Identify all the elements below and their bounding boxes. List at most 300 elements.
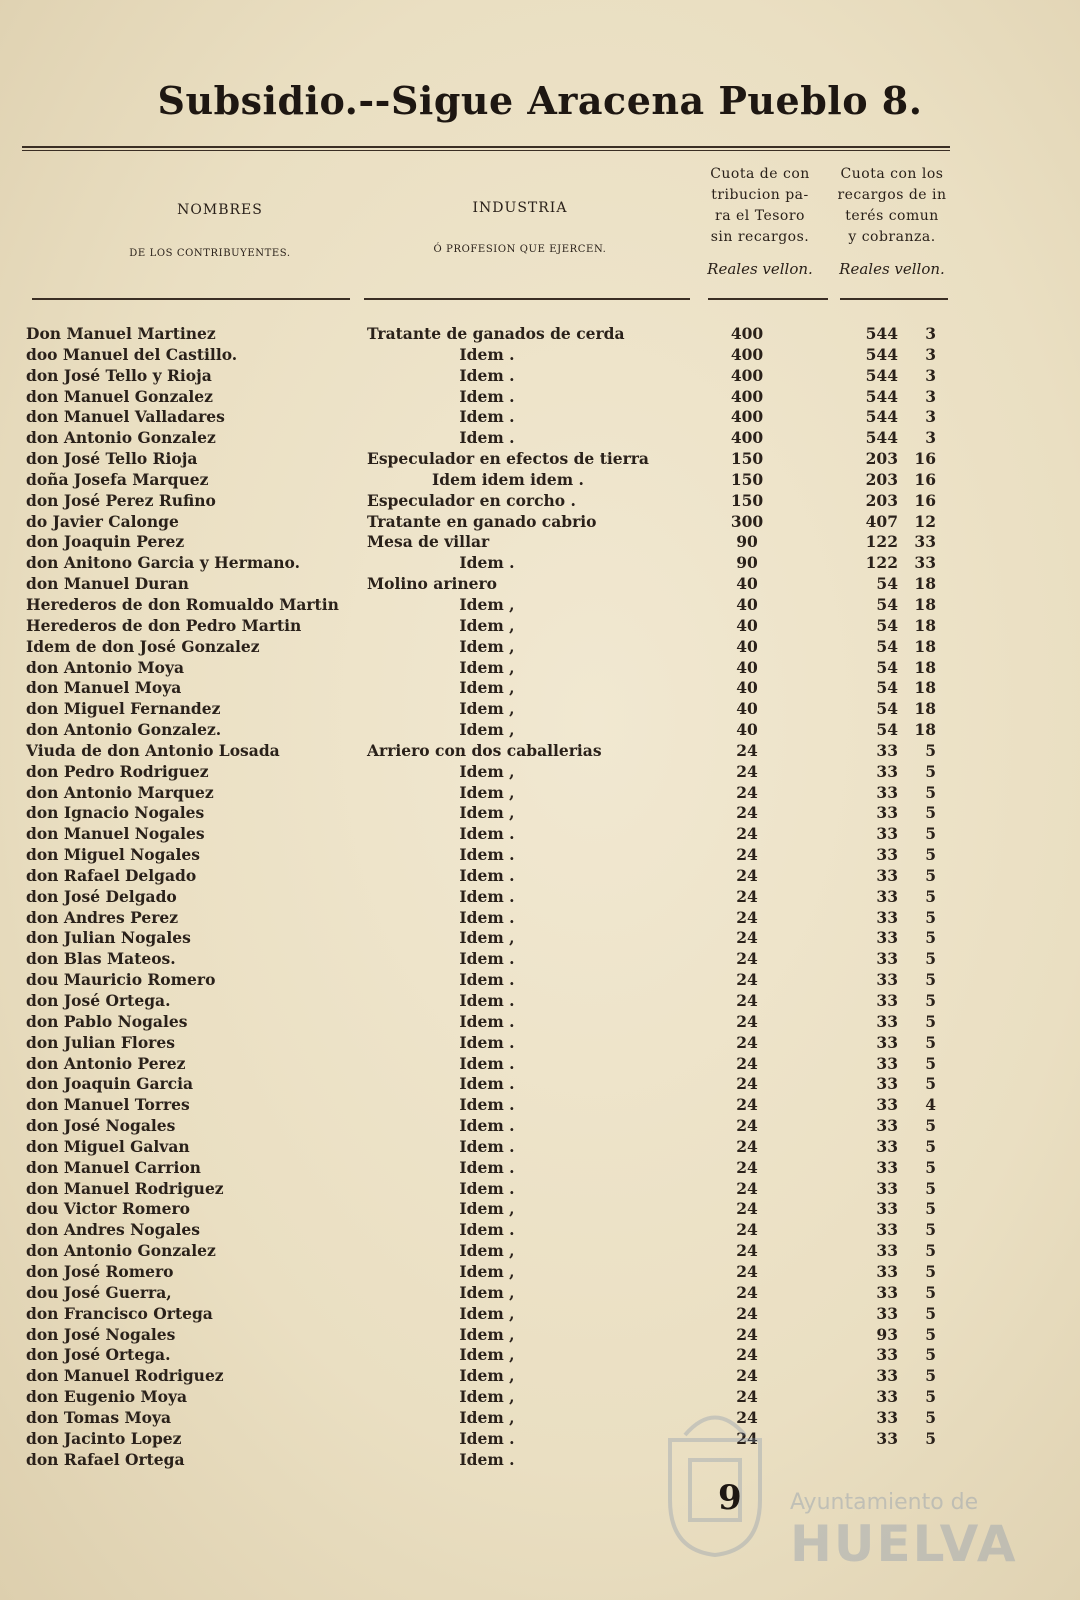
quota-treasury-cell: 40 xyxy=(736,678,758,698)
table-row xyxy=(0,387,1080,408)
quota-surcharge-fraction: 5 xyxy=(925,1366,936,1386)
quota-treasury-cell: 24 xyxy=(736,1428,758,1448)
table-row xyxy=(0,345,1080,366)
quota-surcharge-fraction: 5 xyxy=(925,886,936,906)
quota-surcharge-fraction: 5 xyxy=(925,1324,936,1344)
header-names: NOMBRES xyxy=(177,202,263,218)
quota-surcharges-line: Cuota con los xyxy=(840,166,944,182)
contributor-name: don José Nogales xyxy=(26,1324,176,1344)
header-rule-names xyxy=(32,298,350,300)
quota-treasury-cell: 40 xyxy=(736,657,758,677)
header-quota-treasury-unit: Reales vellon. xyxy=(707,260,813,278)
table-row xyxy=(0,1095,1080,1116)
quota-treasury-cell: 400 xyxy=(730,324,764,343)
quota-surcharge-reales: 122 xyxy=(865,553,898,573)
quota-surcharge-reales: 33 xyxy=(876,740,898,760)
industry-cell: Idem . xyxy=(459,428,515,448)
contributor-name: don José Nogales xyxy=(26,1116,176,1136)
industry-cell: Idem , xyxy=(459,1199,515,1219)
contributor-name: don Antonio Gonzalez. xyxy=(26,720,222,740)
quota-treasury-cell: 40 xyxy=(736,699,758,719)
quota-surcharge-reales: 407 xyxy=(865,511,898,531)
quota-surcharge-fraction: 5 xyxy=(925,845,936,865)
quota-surcharge-reales: 33 xyxy=(876,1241,898,1261)
industry-cell: Idem , xyxy=(459,761,515,781)
table-row xyxy=(0,741,1080,762)
industry-cell: Tratante de ganados de cerda xyxy=(367,324,625,343)
industry-cell: Idem . xyxy=(459,845,515,865)
quota-surcharge-fraction: 18 xyxy=(914,699,936,719)
table-row xyxy=(0,449,1080,470)
contributor-name: don Pablo Nogales xyxy=(26,1011,188,1031)
table-row xyxy=(0,1179,1080,1200)
quota-surcharge-reales: 33 xyxy=(876,1199,898,1219)
quota-treasury-cell: 24 xyxy=(736,1199,758,1219)
quota-treasury-cell: 24 xyxy=(736,949,758,969)
page-number: 9 xyxy=(718,1478,742,1518)
contributor-name: don José Delgado xyxy=(26,886,177,906)
table-row xyxy=(0,1033,1080,1054)
quota-surcharge-fraction: 5 xyxy=(925,1220,936,1240)
quota-surcharge-reales: 33 xyxy=(876,928,898,948)
quota-surcharge-reales: 203 xyxy=(865,490,898,510)
quota-treasury-cell: 24 xyxy=(736,803,758,823)
table-row xyxy=(0,407,1080,428)
quota-surcharge-fraction: 16 xyxy=(914,490,936,510)
table-row xyxy=(0,512,1080,533)
quota-surcharge-reales: 33 xyxy=(876,949,898,969)
industry-cell: Idem . xyxy=(459,344,515,364)
quota-surcharge-fraction: 16 xyxy=(914,469,936,489)
contributor-name: don Rafael Ortega xyxy=(26,1449,185,1469)
quota-treasury-cell: 24 xyxy=(736,845,758,865)
contributor-name: don José Ortega. xyxy=(26,1345,171,1365)
quota-surcharge-reales: 33 xyxy=(876,970,898,990)
contributor-name: don Joaquin Perez xyxy=(26,532,185,552)
quota-surcharge-fraction: 5 xyxy=(925,907,936,927)
quota-surcharge-reales: 33 xyxy=(876,886,898,906)
quota-treasury-cell: 24 xyxy=(736,991,758,1010)
quota-treasury-line: sin recargos. xyxy=(710,229,810,245)
contributor-name: don Anitono Garcia y Hermano. xyxy=(26,553,300,573)
quota-surcharge-reales: 33 xyxy=(876,803,898,823)
quota-surcharge-fraction: 18 xyxy=(914,657,936,677)
table-row xyxy=(0,866,1080,887)
contributor-name: don Blas Mateos. xyxy=(26,949,176,969)
industry-cell: Idem . xyxy=(459,386,515,406)
table-row xyxy=(0,595,1080,616)
table-row xyxy=(0,1220,1080,1241)
quota-surcharge-reales: 33 xyxy=(876,1136,898,1156)
quota-surcharge-reales: 33 xyxy=(876,865,898,885)
quota-surcharge-fraction: 3 xyxy=(925,386,936,406)
industry-cell: Idem , xyxy=(459,1282,515,1302)
table-row xyxy=(0,783,1080,804)
industry-cell: Idem . xyxy=(459,824,515,844)
header-rule-quota1 xyxy=(708,298,828,300)
quota-surcharge-reales: 33 xyxy=(876,761,898,781)
quota-treasury-line: Cuota de con xyxy=(710,166,810,182)
quota-surcharge-reales: 33 xyxy=(876,1220,898,1240)
quota-treasury-cell: 40 xyxy=(736,615,758,635)
industry-cell: Idem . xyxy=(459,1053,515,1073)
industry-cell: Idem , xyxy=(459,594,515,614)
quota-surcharge-fraction: 5 xyxy=(925,1136,936,1156)
quota-surcharge-fraction: 5 xyxy=(925,1387,936,1407)
industry-cell: Idem . xyxy=(459,365,515,385)
quota-treasury-cell: 24 xyxy=(736,1282,758,1302)
title-rule-thin xyxy=(22,150,950,151)
quota-surcharge-fraction: 4 xyxy=(925,1095,936,1115)
quota-surcharge-reales: 54 xyxy=(876,615,898,635)
industry-cell: Idem , xyxy=(459,928,515,948)
quota-treasury-cell: 24 xyxy=(736,1387,758,1407)
quota-surcharge-fraction: 5 xyxy=(925,1241,936,1261)
quota-surcharge-reales: 33 xyxy=(876,1095,898,1115)
contributor-name: don Jacinto Lopez xyxy=(26,1428,182,1448)
industry-cell: Idem . xyxy=(459,1011,515,1031)
quota-treasury-cell: 24 xyxy=(736,761,758,781)
quota-treasury-cell: 24 xyxy=(736,740,758,760)
contributor-name: don Ignacio Nogales xyxy=(26,803,205,823)
contributor-name: doña Josefa Marquez xyxy=(26,469,209,489)
quota-surcharge-fraction: 5 xyxy=(925,1157,936,1177)
industry-cell: Idem , xyxy=(459,636,515,656)
quota-treasury-cell: 24 xyxy=(736,1116,758,1136)
table-row xyxy=(0,574,1080,595)
quota-surcharge-fraction: 18 xyxy=(914,594,936,614)
contributor-name: don Manuel Nogales xyxy=(26,824,205,844)
quota-surcharges-line: recargos de in xyxy=(837,187,947,203)
table-row xyxy=(0,1262,1080,1283)
quota-surcharge-reales: 33 xyxy=(876,824,898,844)
table-row xyxy=(0,1012,1080,1033)
header-rule-quota2 xyxy=(840,298,948,300)
contributor-name: don Andres Nogales xyxy=(26,1220,200,1240)
quota-surcharge-reales: 33 xyxy=(876,1053,898,1073)
quota-surcharge-reales: 33 xyxy=(876,907,898,927)
industry-cell: Idem . xyxy=(459,1157,515,1177)
quota-treasury-cell: 24 xyxy=(736,1157,758,1177)
contributor-name: don Antonio Marquez xyxy=(26,782,214,802)
contributor-name: don José Tello Rioja xyxy=(26,449,198,469)
contributor-name: don Miguel Nogales xyxy=(26,845,201,865)
quota-surcharge-fraction: 3 xyxy=(925,324,936,343)
table-row xyxy=(0,720,1080,741)
table-row xyxy=(0,949,1080,970)
page-title: Subsidio.--Sigue Aracena Pueblo 8. xyxy=(157,78,923,123)
watermark-line2: HUELVA xyxy=(790,1515,1018,1573)
quota-surcharge-fraction: 5 xyxy=(925,782,936,802)
industry-cell: Idem , xyxy=(459,1387,515,1407)
contributor-name: Don Manuel Martinez xyxy=(26,324,216,343)
industry-cell: Idem . xyxy=(459,1116,515,1136)
quota-surcharge-reales: 544 xyxy=(865,365,898,385)
quota-surcharge-reales: 33 xyxy=(876,1261,898,1281)
quota-treasury-cell: 24 xyxy=(736,886,758,906)
quota-surcharge-reales: 544 xyxy=(865,428,898,448)
industry-cell: Idem . xyxy=(459,907,515,927)
industry-cell: Idem , xyxy=(459,678,515,698)
quota-treasury-cell: 24 xyxy=(736,1095,758,1115)
industry-cell: Especulador en corcho . xyxy=(367,490,576,510)
quota-surcharge-fraction: 5 xyxy=(925,970,936,990)
quota-treasury-cell: 24 xyxy=(736,1136,758,1156)
quota-surcharge-fraction: 16 xyxy=(914,449,936,469)
quota-treasury-cell: 24 xyxy=(736,824,758,844)
industry-cell: Idem , xyxy=(459,720,515,740)
industry-cell: Idem . xyxy=(459,865,515,885)
quota-treasury-cell: 24 xyxy=(736,782,758,802)
table-row xyxy=(0,1304,1080,1325)
industry-cell: Idem . xyxy=(459,1095,515,1115)
industry-cell: Idem . xyxy=(459,1449,515,1469)
industry-cell: Idem . xyxy=(459,1220,515,1240)
contributor-name: do Javier Calonge xyxy=(26,511,179,531)
quota-treasury-cell: 40 xyxy=(736,574,758,594)
quota-surcharge-reales: 33 xyxy=(876,1387,898,1407)
contributor-name: Herederos de don Pedro Martin xyxy=(26,615,302,635)
quota-surcharge-reales: 544 xyxy=(865,324,898,343)
quota-surcharge-fraction: 5 xyxy=(925,740,936,760)
table-row xyxy=(0,1241,1080,1262)
table-row xyxy=(0,366,1080,387)
quota-surcharge-fraction: 5 xyxy=(925,1116,936,1136)
header-names-sub: DE LOS CONTRIBUYENTES. xyxy=(129,248,291,259)
quota-surcharge-reales: 33 xyxy=(876,1074,898,1094)
industry-cell: Idem , xyxy=(459,1241,515,1261)
table-row xyxy=(0,1137,1080,1158)
quota-surcharge-fraction: 18 xyxy=(914,720,936,740)
quota-surcharge-fraction: 5 xyxy=(925,949,936,969)
table-row xyxy=(0,699,1080,720)
quota-surcharge-reales: 33 xyxy=(876,1178,898,1198)
quota-surcharge-reales: 203 xyxy=(865,449,898,469)
industry-cell: Molino arinero xyxy=(367,574,498,594)
table-row xyxy=(0,428,1080,449)
contributor-name: don Francisco Ortega xyxy=(26,1303,213,1323)
quota-surcharge-reales: 33 xyxy=(876,1366,898,1386)
quota-surcharge-reales: 33 xyxy=(876,1345,898,1365)
industry-cell: Idem . xyxy=(459,949,515,969)
quota-surcharge-fraction: 5 xyxy=(925,824,936,844)
quota-surcharges-line: y cobranza. xyxy=(848,229,936,245)
quota-surcharge-fraction: 5 xyxy=(925,1345,936,1365)
quota-surcharge-fraction: 5 xyxy=(925,803,936,823)
table-row xyxy=(0,1054,1080,1075)
contributor-name: don Eugenio Moya xyxy=(26,1387,188,1407)
quota-surcharge-reales: 54 xyxy=(876,574,898,594)
contributor-name: don Manuel Rodriguez xyxy=(26,1366,224,1386)
quota-treasury-cell: 150 xyxy=(730,469,764,489)
title-rule xyxy=(22,146,950,148)
quota-surcharge-reales: 33 xyxy=(876,991,898,1010)
quota-surcharge-fraction: 5 xyxy=(925,1032,936,1052)
quota-surcharge-fraction: 5 xyxy=(925,1011,936,1031)
quota-surcharge-reales: 93 xyxy=(876,1324,898,1344)
contributor-name: don Julian Nogales xyxy=(26,928,191,948)
quota-surcharge-reales: 203 xyxy=(865,469,898,489)
header-industry: INDUSTRIA xyxy=(472,200,568,216)
table-row xyxy=(0,1325,1080,1346)
contributor-name: don Manuel Rodriguez xyxy=(26,1178,224,1198)
contributor-name: dou Mauricio Romero xyxy=(26,970,216,990)
industry-cell: Idem . xyxy=(459,1178,515,1198)
quota-treasury-cell: 24 xyxy=(736,1032,758,1052)
table-row xyxy=(0,970,1080,991)
quota-treasury-cell: 24 xyxy=(736,1011,758,1031)
quota-surcharge-fraction: 5 xyxy=(925,1074,936,1094)
quota-treasury-cell: 300 xyxy=(730,511,764,531)
quota-treasury-cell: 24 xyxy=(736,1303,758,1323)
quota-surcharge-fraction: 5 xyxy=(925,1053,936,1073)
contributor-name: don Tomas Moya xyxy=(26,1407,172,1427)
quota-surcharge-fraction: 5 xyxy=(925,991,936,1010)
contributor-name: Idem de don José Gonzalez xyxy=(26,636,260,656)
quota-treasury-cell: 400 xyxy=(730,365,764,385)
contributor-name: don José Tello y Rioja xyxy=(26,365,212,385)
quota-surcharge-reales: 33 xyxy=(876,1157,898,1177)
quota-treasury-cell: 40 xyxy=(736,594,758,614)
quota-surcharge-reales: 33 xyxy=(876,845,898,865)
quota-treasury-cell: 150 xyxy=(730,449,764,469)
quota-surcharge-fraction: 12 xyxy=(914,511,936,531)
table-row xyxy=(0,553,1080,574)
quota-surcharge-fraction: 18 xyxy=(914,636,936,656)
quota-surcharge-reales: 33 xyxy=(876,1407,898,1427)
industry-cell: Idem , xyxy=(459,657,515,677)
industry-cell: Idem , xyxy=(459,782,515,802)
header-rule-industry xyxy=(364,298,690,300)
quota-treasury-cell: 24 xyxy=(736,1220,758,1240)
quota-treasury-cell: 400 xyxy=(730,386,764,406)
quota-surcharge-fraction: 5 xyxy=(925,1303,936,1323)
quota-surcharge-fraction: 18 xyxy=(914,678,936,698)
table-row xyxy=(0,908,1080,929)
industry-cell: Idem , xyxy=(459,1407,515,1427)
contributor-name: don Manuel Gonzalez xyxy=(26,386,213,406)
quota-surcharge-fraction: 5 xyxy=(925,1261,936,1281)
contributor-name: don Rafael Delgado xyxy=(26,865,197,885)
quota-surcharge-fraction: 18 xyxy=(914,574,936,594)
quota-surcharge-fraction: 5 xyxy=(925,1178,936,1198)
table-row xyxy=(0,1158,1080,1179)
contributor-name: don Andres Perez xyxy=(26,907,179,927)
quota-treasury-cell: 24 xyxy=(736,928,758,948)
industry-cell: Idem idem idem . xyxy=(432,469,584,489)
industry-cell: Idem , xyxy=(459,803,515,823)
quota-surcharge-reales: 54 xyxy=(876,657,898,677)
table-row xyxy=(0,470,1080,491)
table-row xyxy=(0,1074,1080,1095)
table-row xyxy=(0,1283,1080,1304)
quota-surcharge-fraction: 33 xyxy=(914,553,936,573)
contributor-name: don Joaquin Garcia xyxy=(26,1074,194,1094)
industry-cell: Arriero con dos caballerias xyxy=(367,740,602,760)
quota-treasury-cell: 24 xyxy=(736,970,758,990)
quota-treasury-cell: 24 xyxy=(736,1241,758,1261)
contributor-name: dou Victor Romero xyxy=(26,1199,190,1219)
quota-treasury-cell: 24 xyxy=(736,1407,758,1427)
contributor-name: don Antonio Gonzalez xyxy=(26,428,216,448)
header-quota-surcharges xyxy=(830,164,954,248)
quota-surcharge-fraction: 3 xyxy=(925,407,936,427)
contributor-name: don Manuel Valladares xyxy=(26,407,225,427)
table-row xyxy=(0,824,1080,845)
quota-surcharge-fraction: 5 xyxy=(925,761,936,781)
quota-treasury-line: ra el Tesoro xyxy=(715,208,805,224)
quota-treasury-cell: 24 xyxy=(736,907,758,927)
quota-treasury-cell: 40 xyxy=(736,636,758,656)
industry-cell: Idem . xyxy=(459,886,515,906)
quota-surcharge-reales: 122 xyxy=(865,532,898,552)
industry-cell: Idem , xyxy=(459,1261,515,1281)
table-row xyxy=(0,1345,1080,1366)
quota-surcharges-line: terés comun xyxy=(845,208,939,224)
contributor-name: don Manuel Torres xyxy=(26,1095,190,1115)
quota-surcharge-fraction: 5 xyxy=(925,1199,936,1219)
quota-surcharge-reales: 33 xyxy=(876,1303,898,1323)
contributor-name: don Julian Flores xyxy=(26,1032,175,1052)
industry-cell: Idem . xyxy=(459,1136,515,1156)
table-row xyxy=(0,532,1080,553)
quota-surcharge-fraction: 3 xyxy=(925,365,936,385)
contributor-name: don Pedro Rodriguez xyxy=(26,761,209,781)
quota-treasury-cell: 24 xyxy=(736,865,758,885)
quota-surcharge-reales: 54 xyxy=(876,594,898,614)
table-row xyxy=(0,762,1080,783)
table-row xyxy=(0,637,1080,658)
quota-surcharge-fraction: 3 xyxy=(925,428,936,448)
quota-treasury-cell: 24 xyxy=(736,1345,758,1365)
quota-treasury-cell: 24 xyxy=(736,1261,758,1281)
contributor-name: don Miguel Fernandez xyxy=(26,699,221,719)
quota-surcharge-fraction: 18 xyxy=(914,615,936,635)
contributor-name: don José Perez Rufino xyxy=(26,490,216,510)
table-row xyxy=(0,887,1080,908)
quota-treasury-cell: 24 xyxy=(736,1053,758,1073)
quota-surcharge-reales: 544 xyxy=(865,344,898,364)
contributor-name: Viuda de don Antonio Losada xyxy=(26,740,280,760)
contributors-table xyxy=(0,324,1080,1470)
quota-treasury-cell: 90 xyxy=(736,532,758,552)
industry-cell: Idem , xyxy=(459,1366,515,1386)
table-row xyxy=(0,845,1080,866)
table-row xyxy=(0,491,1080,512)
quota-surcharge-reales: 33 xyxy=(876,1011,898,1031)
industry-cell: Idem , xyxy=(459,699,515,719)
industry-cell: Idem , xyxy=(459,1303,515,1323)
contributor-name: don José Ortega. xyxy=(26,991,171,1010)
table-row xyxy=(0,616,1080,637)
table-row xyxy=(0,991,1080,1012)
industry-cell: Idem . xyxy=(459,553,515,573)
quota-surcharge-fraction: 33 xyxy=(914,532,936,552)
industry-cell: Idem . xyxy=(459,970,515,990)
contributor-name: don José Romero xyxy=(26,1261,174,1281)
industry-cell: Idem , xyxy=(459,615,515,635)
industry-cell: Mesa de villar xyxy=(367,532,490,552)
table-row xyxy=(0,803,1080,824)
table-row xyxy=(0,1199,1080,1220)
header-industry-sub: Ó PROFESION QUE EJERCEN. xyxy=(433,244,607,255)
industry-cell: Idem . xyxy=(459,1074,515,1094)
quota-surcharge-fraction: 5 xyxy=(925,1407,936,1427)
quota-surcharge-reales: 33 xyxy=(876,1116,898,1136)
quota-surcharge-reales: 54 xyxy=(876,678,898,698)
quota-surcharge-reales: 33 xyxy=(876,1282,898,1302)
quota-surcharge-fraction: 3 xyxy=(925,344,936,364)
